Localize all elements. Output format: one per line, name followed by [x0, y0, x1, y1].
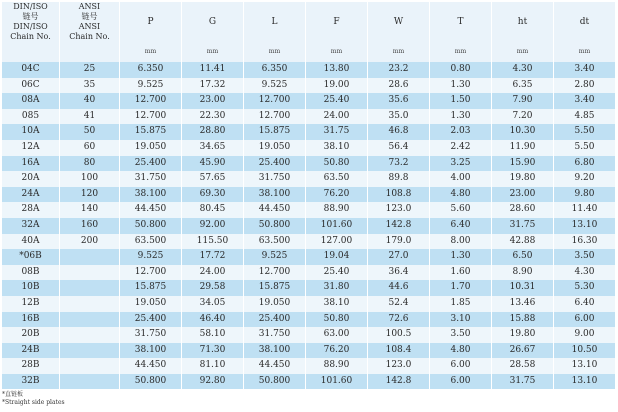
table-cell: 46.40	[182, 312, 244, 328]
table-row	[2, 280, 615, 296]
table-cell: 80.45	[182, 202, 244, 218]
table-cell: 25.400	[120, 156, 182, 172]
footnotes	[2, 391, 65, 407]
table-cell: 19.050	[120, 140, 182, 156]
table-row	[2, 109, 615, 125]
header-ansi-line3: ANSI	[78, 22, 101, 31]
table-cell: 6.350	[120, 62, 182, 78]
table-cell: 7.90	[492, 93, 554, 109]
table-cell	[60, 312, 120, 328]
table-cell: 41	[60, 109, 120, 125]
table-cell: 179.0	[368, 234, 430, 250]
table-cell: 50.800	[244, 218, 306, 234]
table-cell: 9.80	[554, 187, 615, 203]
unit-g: mm	[182, 42, 244, 62]
table-cell: 15.88	[492, 312, 554, 328]
table-cell: 34.65	[182, 140, 244, 156]
table-cell: 04C	[2, 62, 60, 78]
table-cell: 3.40	[554, 62, 615, 78]
table-cell: 11.41	[182, 62, 244, 78]
table-cell: 5.60	[430, 202, 492, 218]
table-cell: 17.72	[182, 249, 244, 265]
footnote-en: *Straight side plates	[2, 399, 65, 406]
table-cell: 50.80	[306, 156, 368, 172]
table-cell: 20B	[2, 327, 60, 343]
header-ansi-line4: Chain No.	[69, 32, 110, 41]
unit-f: mm	[306, 42, 368, 62]
table-cell: 26.67	[492, 343, 554, 359]
table-row	[2, 78, 615, 94]
table-row	[2, 343, 615, 359]
table-cell	[60, 374, 120, 390]
table-cell: 10A	[2, 124, 60, 140]
table-cell: 101.60	[306, 218, 368, 234]
table-cell: 5.50	[554, 140, 615, 156]
table-cell: 06C	[2, 78, 60, 94]
table-cell: 46.8	[368, 124, 430, 140]
table-cell: 24A	[2, 187, 60, 203]
table-cell: 11.90	[492, 140, 554, 156]
table-cell: 40	[60, 93, 120, 109]
header-ansi-line1: ANSI	[78, 2, 101, 11]
table-cell: 5.50	[554, 124, 615, 140]
table-cell: 1.85	[430, 296, 492, 312]
table-cell: 12B	[2, 296, 60, 312]
table-cell: 31.75	[492, 218, 554, 234]
table-cell: 25.40	[306, 93, 368, 109]
table-cell: 200	[60, 234, 120, 250]
table-cell: 31.750	[120, 171, 182, 187]
header-ansi-line2: 链号	[81, 12, 98, 21]
table-cell: 38.100	[120, 343, 182, 359]
header-g: G	[182, 2, 244, 42]
table-cell: 63.500	[244, 234, 306, 250]
units-empty	[2, 42, 60, 62]
table-cell: 31.80	[306, 280, 368, 296]
table-cell: 12A	[2, 140, 60, 156]
table-cell: 8.90	[492, 265, 554, 281]
table-cell: 3.50	[430, 327, 492, 343]
header-din-iso-line4: Chain No.	[10, 32, 51, 41]
table-cell: 10.50	[554, 343, 615, 359]
table-cell: 38.100	[244, 343, 306, 359]
header-p: P	[120, 2, 182, 42]
table-cell: 92.00	[182, 218, 244, 234]
table-row	[2, 202, 615, 218]
table-row	[2, 312, 615, 328]
table-cell: 32B	[2, 374, 60, 390]
table-cell: 9.525	[120, 249, 182, 265]
table-cell	[60, 265, 120, 281]
table-cell: 6.40	[554, 296, 615, 312]
table-cell: 10.31	[492, 280, 554, 296]
table-cell: 1.50	[430, 93, 492, 109]
table-cell: 28B	[2, 358, 60, 374]
table-cell: 142.8	[368, 374, 430, 390]
table-cell: 10B	[2, 280, 60, 296]
table-cell	[60, 296, 120, 312]
table-cell: 44.6	[368, 280, 430, 296]
table-row	[2, 374, 615, 390]
unit-t: mm	[430, 42, 492, 62]
table-cell: 19.80	[492, 171, 554, 187]
table-cell: 76.20	[306, 343, 368, 359]
table-cell: 63.500	[120, 234, 182, 250]
table-cell: 142.8	[368, 218, 430, 234]
table-cell: 9.525	[120, 78, 182, 94]
table-cell: 38.10	[306, 140, 368, 156]
table-cell: 50	[60, 124, 120, 140]
table-cell: 31.750	[120, 327, 182, 343]
header-din-iso-line3: DIN/ISO	[13, 22, 48, 31]
table-cell: 50.800	[244, 374, 306, 390]
table-cell: 15.875	[120, 124, 182, 140]
table-cell: 19.050	[244, 140, 306, 156]
units-empty	[60, 42, 120, 62]
header-ht: ht	[492, 2, 554, 42]
table-cell: 22.30	[182, 109, 244, 125]
table-cell: 123.0	[368, 202, 430, 218]
table-cell: 085	[2, 109, 60, 125]
table-cell: 1.30	[430, 78, 492, 94]
table-cell: 17.32	[182, 78, 244, 94]
unit-ht: mm	[492, 42, 554, 62]
unit-dt: mm	[554, 42, 615, 62]
header-l: L	[244, 2, 306, 42]
table-cell: 7.20	[492, 109, 554, 125]
table-cell: 45.90	[182, 156, 244, 172]
table-cell: 5.30	[554, 280, 615, 296]
unit-p: mm	[120, 42, 182, 62]
table-cell: 6.00	[430, 374, 492, 390]
table-cell: 9.00	[554, 327, 615, 343]
header-din-iso	[2, 2, 60, 42]
table-cell: 16.30	[554, 234, 615, 250]
table-cell: 3.50	[554, 249, 615, 265]
table-cell	[60, 358, 120, 374]
table-cell: 31.75	[492, 374, 554, 390]
unit-w: mm	[368, 42, 430, 62]
table-cell: 42.88	[492, 234, 554, 250]
table-cell: 23.2	[368, 62, 430, 78]
table-cell: 9.525	[244, 249, 306, 265]
chain-spec-table	[2, 2, 615, 389]
table-cell: 73.2	[368, 156, 430, 172]
table-cell	[60, 280, 120, 296]
table-row	[2, 156, 615, 172]
table-cell: 11.40	[554, 202, 615, 218]
table-cell: 38.10	[306, 296, 368, 312]
table-cell: 44.450	[120, 358, 182, 374]
header-f: F	[306, 2, 368, 42]
table-cell: 25.40	[306, 265, 368, 281]
table-row	[2, 218, 615, 234]
table-cell: 13.46	[492, 296, 554, 312]
table-cell: 20A	[2, 171, 60, 187]
table-cell: 3.40	[554, 93, 615, 109]
table-cell: 23.00	[182, 93, 244, 109]
table-cell: 115.50	[182, 234, 244, 250]
table-cell: 12.700	[244, 109, 306, 125]
table-cell: 13.10	[554, 218, 615, 234]
footnote-cn: *直链板	[2, 391, 24, 398]
table-row	[2, 62, 615, 78]
table-cell: 3.10	[430, 312, 492, 328]
table-cell: 88.90	[306, 358, 368, 374]
header-dt: dt	[554, 2, 615, 42]
table-cell: 9.525	[244, 78, 306, 94]
table-row	[2, 187, 615, 203]
table-cell: 13.10	[554, 374, 615, 390]
table-cell: 123.0	[368, 358, 430, 374]
table-cell: 4.85	[554, 109, 615, 125]
table-cell: 13.80	[306, 62, 368, 78]
table-cell: 12.700	[244, 93, 306, 109]
table-cell: 6.00	[430, 358, 492, 374]
table-cell: 25.400	[244, 312, 306, 328]
table-cell: 38.100	[120, 187, 182, 203]
table-cell: 19.04	[306, 249, 368, 265]
table-cell: 58.10	[182, 327, 244, 343]
table-cell: 2.03	[430, 124, 492, 140]
table-cell: 120	[60, 187, 120, 203]
table-cell: 56.4	[368, 140, 430, 156]
table-cell: 81.10	[182, 358, 244, 374]
table-cell: 12.700	[244, 265, 306, 281]
table-cell: 38.100	[244, 187, 306, 203]
table-cell: 80	[60, 156, 120, 172]
table-cell: 57.65	[182, 171, 244, 187]
table-cell: 24B	[2, 343, 60, 359]
table-cell: 6.00	[554, 312, 615, 328]
table-cell: 127.00	[306, 234, 368, 250]
table-cell: 140	[60, 202, 120, 218]
table-cell: 108.4	[368, 343, 430, 359]
table-cell: 10.30	[492, 124, 554, 140]
table-cell: 44.450	[120, 202, 182, 218]
table-cell: 50.800	[120, 218, 182, 234]
table-cell: 35	[60, 78, 120, 94]
table-cell: 76.20	[306, 187, 368, 203]
table-cell: 28.58	[492, 358, 554, 374]
table-cell: 16B	[2, 312, 60, 328]
table-cell: 72.6	[368, 312, 430, 328]
table-cell: 108.8	[368, 187, 430, 203]
table-cell: 35.6	[368, 93, 430, 109]
table-cell: 31.75	[306, 124, 368, 140]
table-cell: 9.20	[554, 171, 615, 187]
table-cell: 160	[60, 218, 120, 234]
table-cell: 12.700	[120, 265, 182, 281]
table-cell: 15.875	[244, 280, 306, 296]
header-row	[2, 2, 615, 42]
table-cell: 101.60	[306, 374, 368, 390]
table-cell: 4.80	[430, 187, 492, 203]
table-cell: 100.5	[368, 327, 430, 343]
table-cell: 2.42	[430, 140, 492, 156]
table-cell: *06B	[2, 249, 60, 265]
table-row	[2, 358, 615, 374]
table-cell: 31.750	[244, 171, 306, 187]
table-cell: 6.50	[492, 249, 554, 265]
table-cell: 1.30	[430, 249, 492, 265]
table-cell: 63.50	[306, 171, 368, 187]
table-cell: 92.80	[182, 374, 244, 390]
table-cell: 19.80	[492, 327, 554, 343]
table-cell: 24.00	[182, 265, 244, 281]
table-cell: 13.10	[554, 358, 615, 374]
table-row	[2, 140, 615, 156]
table-cell: 50.800	[120, 374, 182, 390]
table-cell: 4.30	[554, 265, 615, 281]
table-cell: 15.90	[492, 156, 554, 172]
table-cell: 24.00	[306, 109, 368, 125]
table-cell: 28.60	[492, 202, 554, 218]
table-cell: 16A	[2, 156, 60, 172]
table-cell: 12.700	[120, 93, 182, 109]
table-body	[2, 62, 615, 389]
table-row	[2, 171, 615, 187]
table-row	[2, 296, 615, 312]
table-cell: 44.450	[244, 202, 306, 218]
table-cell: 15.875	[244, 124, 306, 140]
table-cell: 6.350	[244, 62, 306, 78]
table-cell: 50.80	[306, 312, 368, 328]
table-cell: 25.400	[244, 156, 306, 172]
table-cell: 28.80	[182, 124, 244, 140]
table-cell: 89.8	[368, 171, 430, 187]
table-cell: 71.30	[182, 343, 244, 359]
table-row	[2, 249, 615, 265]
table-cell: 52.4	[368, 296, 430, 312]
table-cell: 0.80	[430, 62, 492, 78]
table-cell: 6.40	[430, 218, 492, 234]
header-w: W	[368, 2, 430, 42]
table-cell: 08B	[2, 265, 60, 281]
table-cell: 29.58	[182, 280, 244, 296]
table-cell: 34.05	[182, 296, 244, 312]
header-ansi	[60, 2, 120, 42]
table-cell: 4.80	[430, 343, 492, 359]
table-cell: 1.70	[430, 280, 492, 296]
table-cell: 35.0	[368, 109, 430, 125]
table-cell: 12.700	[120, 109, 182, 125]
table-cell: 23.00	[492, 187, 554, 203]
table-cell: 2.80	[554, 78, 615, 94]
table-cell	[60, 327, 120, 343]
table-cell: 63.00	[306, 327, 368, 343]
table-cell: 25.400	[120, 312, 182, 328]
table-cell: 19.00	[306, 78, 368, 94]
header-t: T	[430, 2, 492, 42]
table-row	[2, 93, 615, 109]
table-cell	[60, 343, 120, 359]
table-cell: 100	[60, 171, 120, 187]
table-cell: 19.050	[244, 296, 306, 312]
header-din-iso-line2: 链号	[22, 12, 39, 21]
table-cell: 32A	[2, 218, 60, 234]
table-cell: 88.90	[306, 202, 368, 218]
table-cell: 28A	[2, 202, 60, 218]
table-cell	[60, 249, 120, 265]
table-cell: 4.00	[430, 171, 492, 187]
table-cell: 36.4	[368, 265, 430, 281]
table-row	[2, 124, 615, 140]
table-cell: 40A	[2, 234, 60, 250]
table-cell: 25	[60, 62, 120, 78]
table-cell: 27.0	[368, 249, 430, 265]
table-cell: 19.050	[120, 296, 182, 312]
table-cell: 6.35	[492, 78, 554, 94]
table-cell: 60	[60, 140, 120, 156]
table-cell: 6.80	[554, 156, 615, 172]
table-cell: 1.30	[430, 109, 492, 125]
table-cell: 31.750	[244, 327, 306, 343]
table-row	[2, 327, 615, 343]
table-cell: 4.30	[492, 62, 554, 78]
table-cell: 8.00	[430, 234, 492, 250]
table-cell: 08A	[2, 93, 60, 109]
table-cell: 1.60	[430, 265, 492, 281]
table-row	[2, 265, 615, 281]
units-row	[2, 42, 615, 62]
table-cell: 69.30	[182, 187, 244, 203]
table-cell: 3.25	[430, 156, 492, 172]
table-cell: 44.450	[244, 358, 306, 374]
table-row	[2, 234, 615, 250]
unit-l: mm	[244, 42, 306, 62]
header-din-iso-line1: DIN/ISO	[13, 2, 48, 11]
table-cell: 28.6	[368, 78, 430, 94]
table-cell: 15.875	[120, 280, 182, 296]
